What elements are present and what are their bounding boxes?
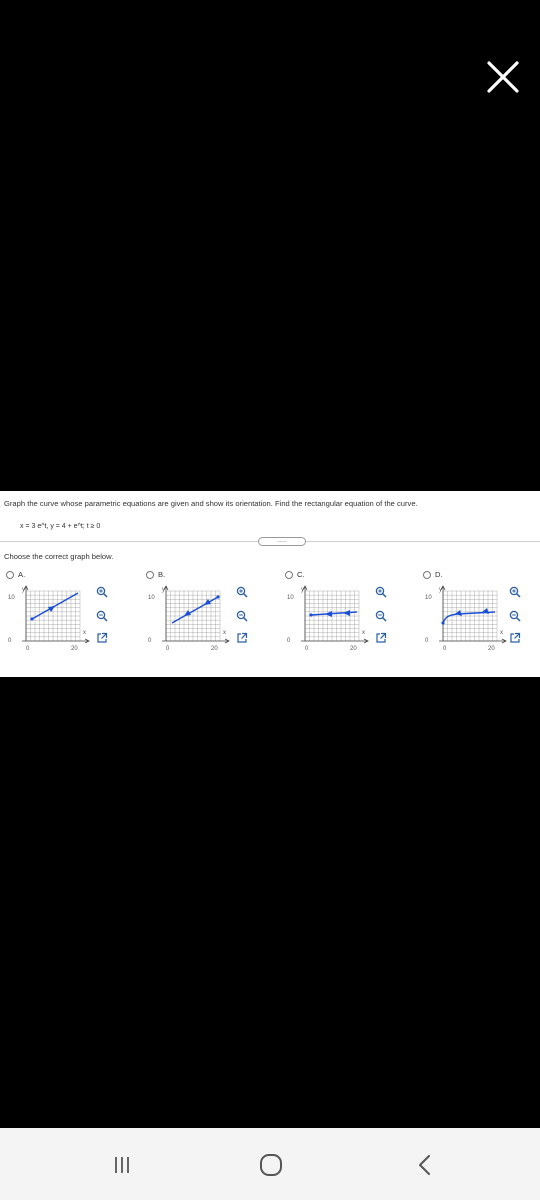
question-text: Graph the curve whose parametric equations are given and show its orientation. Find the rectangular equation of the curve. (4, 499, 418, 508)
option-d-x-tick-20: 20 (488, 646, 495, 652)
option-c-graph (287, 585, 381, 661)
option-c-y-tick-10: 10 (287, 595, 294, 601)
option-a-zoom-out-button[interactable] (96, 610, 108, 622)
option-a (0, 491, 135, 677)
external-link-icon (375, 632, 387, 644)
option-d-radio-row[interactable] (423, 570, 443, 579)
external-link-icon (236, 632, 248, 644)
close-button[interactable] (484, 58, 522, 96)
option-a-y-tick-10: 10 (8, 595, 15, 601)
home-button[interactable] (258, 1152, 284, 1178)
choose-prompt: Choose the correct graph below. (4, 552, 114, 561)
option-c-radio[interactable] (285, 571, 293, 579)
external-link-icon (509, 632, 521, 644)
option-a-label: A. (18, 570, 26, 579)
option-a-x-tick-20: 20 (71, 646, 78, 652)
option-b-zoom-out-button[interactable] (236, 610, 248, 622)
option-b (140, 491, 275, 677)
option-a-graph (8, 585, 102, 661)
option-a-radio-row[interactable] (6, 570, 25, 579)
option-b-end-point (216, 595, 219, 598)
recent-apps-button[interactable] (109, 1152, 135, 1178)
back-button[interactable] (412, 1152, 438, 1178)
option-d-x-tick-0: 0 (443, 646, 447, 652)
option-a-y-tick-0: 0 (8, 638, 12, 644)
option-c-x-axis-label: x (362, 630, 365, 636)
axes (22, 586, 89, 643)
option-c-zoom-in-button[interactable] (375, 586, 387, 598)
option-d-label: D. (435, 570, 443, 579)
option-b-y-tick-10: 10 (148, 595, 155, 601)
back-icon (412, 1152, 438, 1178)
option-c-open-button[interactable] (375, 632, 387, 644)
x-axis (439, 639, 506, 643)
option-b-graph (148, 585, 242, 661)
option-d-radio[interactable] (423, 571, 431, 579)
option-d-zoom-in-button[interactable] (509, 586, 521, 598)
option-d-y-tick-10: 10 (425, 595, 432, 601)
x-axis (22, 639, 89, 643)
option-d-curve (443, 612, 495, 623)
option-c-graph-svg (287, 585, 381, 661)
option-d-y-axis-label: y (439, 587, 442, 593)
question-card (0, 491, 540, 677)
option-a-x-tick-0: 0 (26, 646, 30, 652)
option-b-x-axis-label: x (223, 630, 226, 636)
option-c-x-tick-20: 20 (350, 646, 357, 652)
option-d (417, 491, 540, 677)
axes (439, 586, 506, 643)
zoom-in-icon (375, 586, 387, 598)
option-b-open-button[interactable] (236, 632, 248, 644)
option-c-y-axis-label: y (301, 587, 304, 593)
zoom-in-icon (236, 586, 248, 598)
option-b-y-tick-0: 0 (148, 638, 152, 644)
zoom-out-icon (509, 610, 521, 622)
option-a-x-axis-label: x (83, 630, 86, 636)
option-a-graph-svg (8, 585, 102, 661)
option-b-x-tick-20: 20 (211, 646, 218, 652)
option-a-radio[interactable] (6, 571, 14, 579)
option-d-start-point (441, 621, 444, 624)
grid (443, 591, 497, 641)
option-c-x-tick-0: 0 (305, 646, 309, 652)
x-axis (301, 639, 368, 643)
option-b-x-tick-0: 0 (166, 646, 170, 652)
option-b-radio[interactable] (146, 571, 154, 579)
option-c-label: C. (297, 570, 305, 579)
zoom-out-icon (96, 610, 108, 622)
option-d-open-button[interactable] (509, 632, 521, 644)
option-c (279, 491, 414, 677)
x-axis (162, 639, 229, 643)
recent-apps-icon (109, 1152, 135, 1178)
option-c-y-tick-0: 0 (287, 638, 291, 644)
option-d-graph-svg (425, 585, 519, 661)
external-link-icon (96, 632, 108, 644)
option-c-orientation-arrow-2 (343, 610, 350, 616)
grid (166, 591, 220, 641)
parametric-equations: x = 3 e^t, y = 4 + e^t; t ≥ 0 (20, 523, 101, 530)
option-a-zoom-in-button[interactable] (96, 586, 108, 598)
option-a-open-button[interactable] (96, 632, 108, 644)
grid (26, 591, 80, 641)
option-b-label: B. (158, 570, 166, 579)
option-b-radio-row[interactable] (146, 570, 165, 579)
home-icon (258, 1152, 284, 1178)
option-d-graph (425, 585, 519, 661)
show-more-button[interactable]: ..... (258, 537, 306, 546)
zoom-in-icon (509, 586, 521, 598)
option-b-y-axis-label: y (162, 587, 165, 593)
option-d-x-axis-label: x (500, 630, 503, 636)
zoom-out-icon (375, 610, 387, 622)
option-d-y-tick-0: 0 (425, 638, 429, 644)
option-a-start-point (30, 617, 33, 620)
option-b-graph-svg (148, 585, 242, 661)
option-b-zoom-in-button[interactable] (236, 586, 248, 598)
option-c-end-point (309, 613, 312, 616)
option-c-radio-row[interactable] (285, 570, 305, 579)
option-d-zoom-out-button[interactable] (509, 610, 521, 622)
option-a-y-axis-label: y (22, 587, 25, 593)
close-icon (484, 58, 522, 96)
option-c-zoom-out-button[interactable] (375, 610, 387, 622)
zoom-in-icon (96, 586, 108, 598)
axes (162, 586, 229, 643)
zoom-out-icon (236, 610, 248, 622)
system-nav-bar (0, 1128, 540, 1200)
